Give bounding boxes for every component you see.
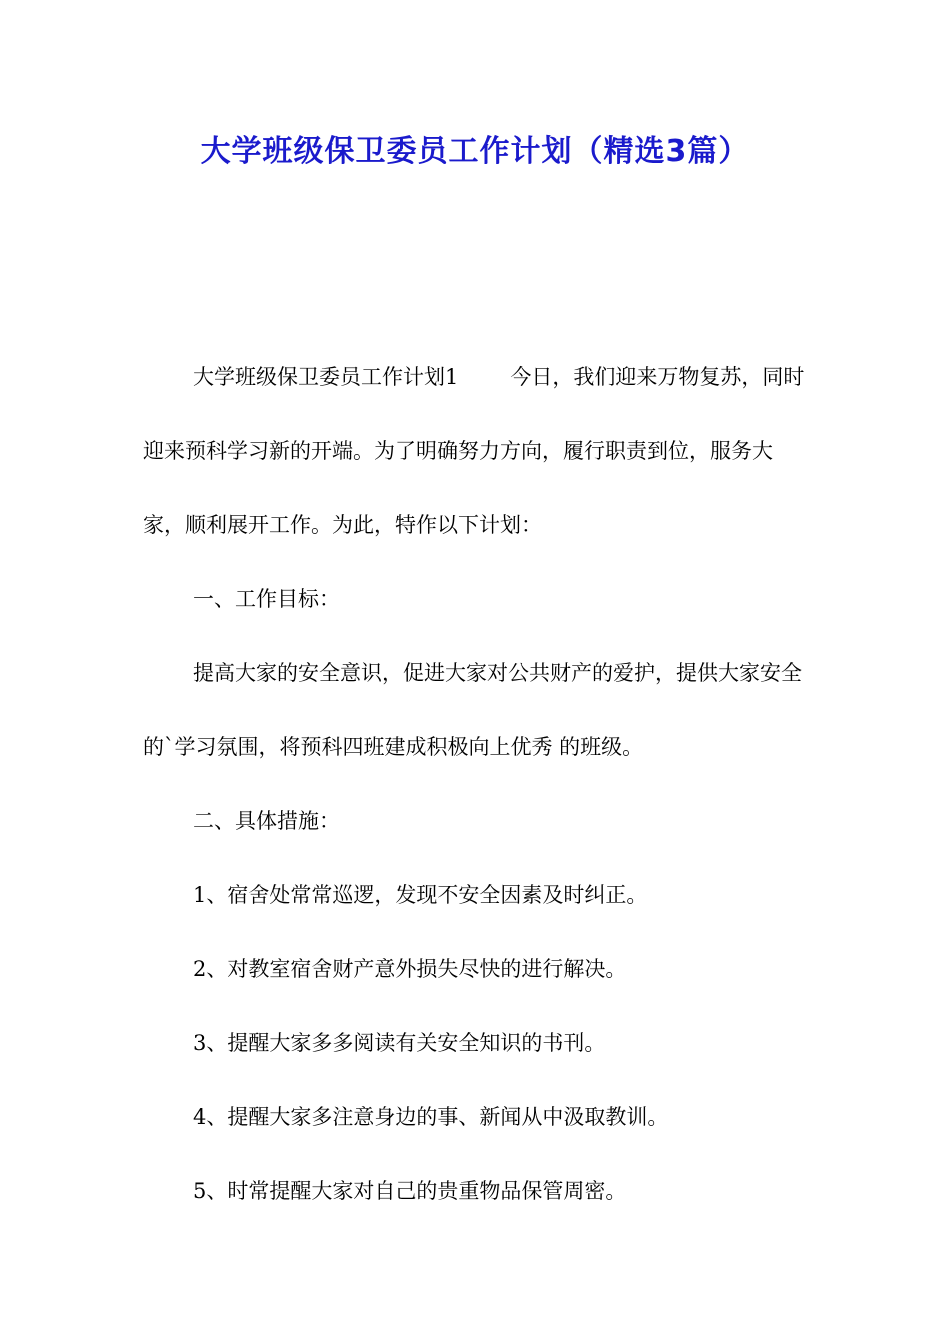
document-body [143,340,811,1228]
list-item-2: 2、对教室宿舍财产意外损失尽快的进行解决。 [193,957,627,981]
intro-text: 今日，我们迎来万物复苏，同时迎来预科学习新的开端。为了明确努力方向，履行职责到位，服务大家，顺利展开工作。为此，特作以下计划： [143,365,805,537]
intro-heading: 大学班级保卫委员工作计划1 [193,365,459,389]
intro-paragraph [143,340,811,562]
document-title: 大学班级保卫委员工作计划（精选3篇） [200,134,750,169]
list-item-4: 4、提醒大家多注意身边的事、新闻从中汲取教训。 [193,1105,669,1129]
list-item-5: 5、时常提醒大家对自己的贵重物品保管周密。 [193,1179,627,1203]
list-item-3: 3、提醒大家多多阅读有关安全知识的书刊。 [193,1031,606,1055]
section1-heading: 一、工作目标： [193,587,340,611]
list-item-1: 1、宿舍处常常巡逻，发现不安全因素及时纠正。 [193,883,648,907]
section2-heading: 二、具体措施： [193,809,340,833]
section1-text: 提高大家的安全意识，促进大家对公共财产的爱护，提供大家安全的`学习氛围，将预科四班建成积极向上优秀 的班级。 [143,661,802,759]
